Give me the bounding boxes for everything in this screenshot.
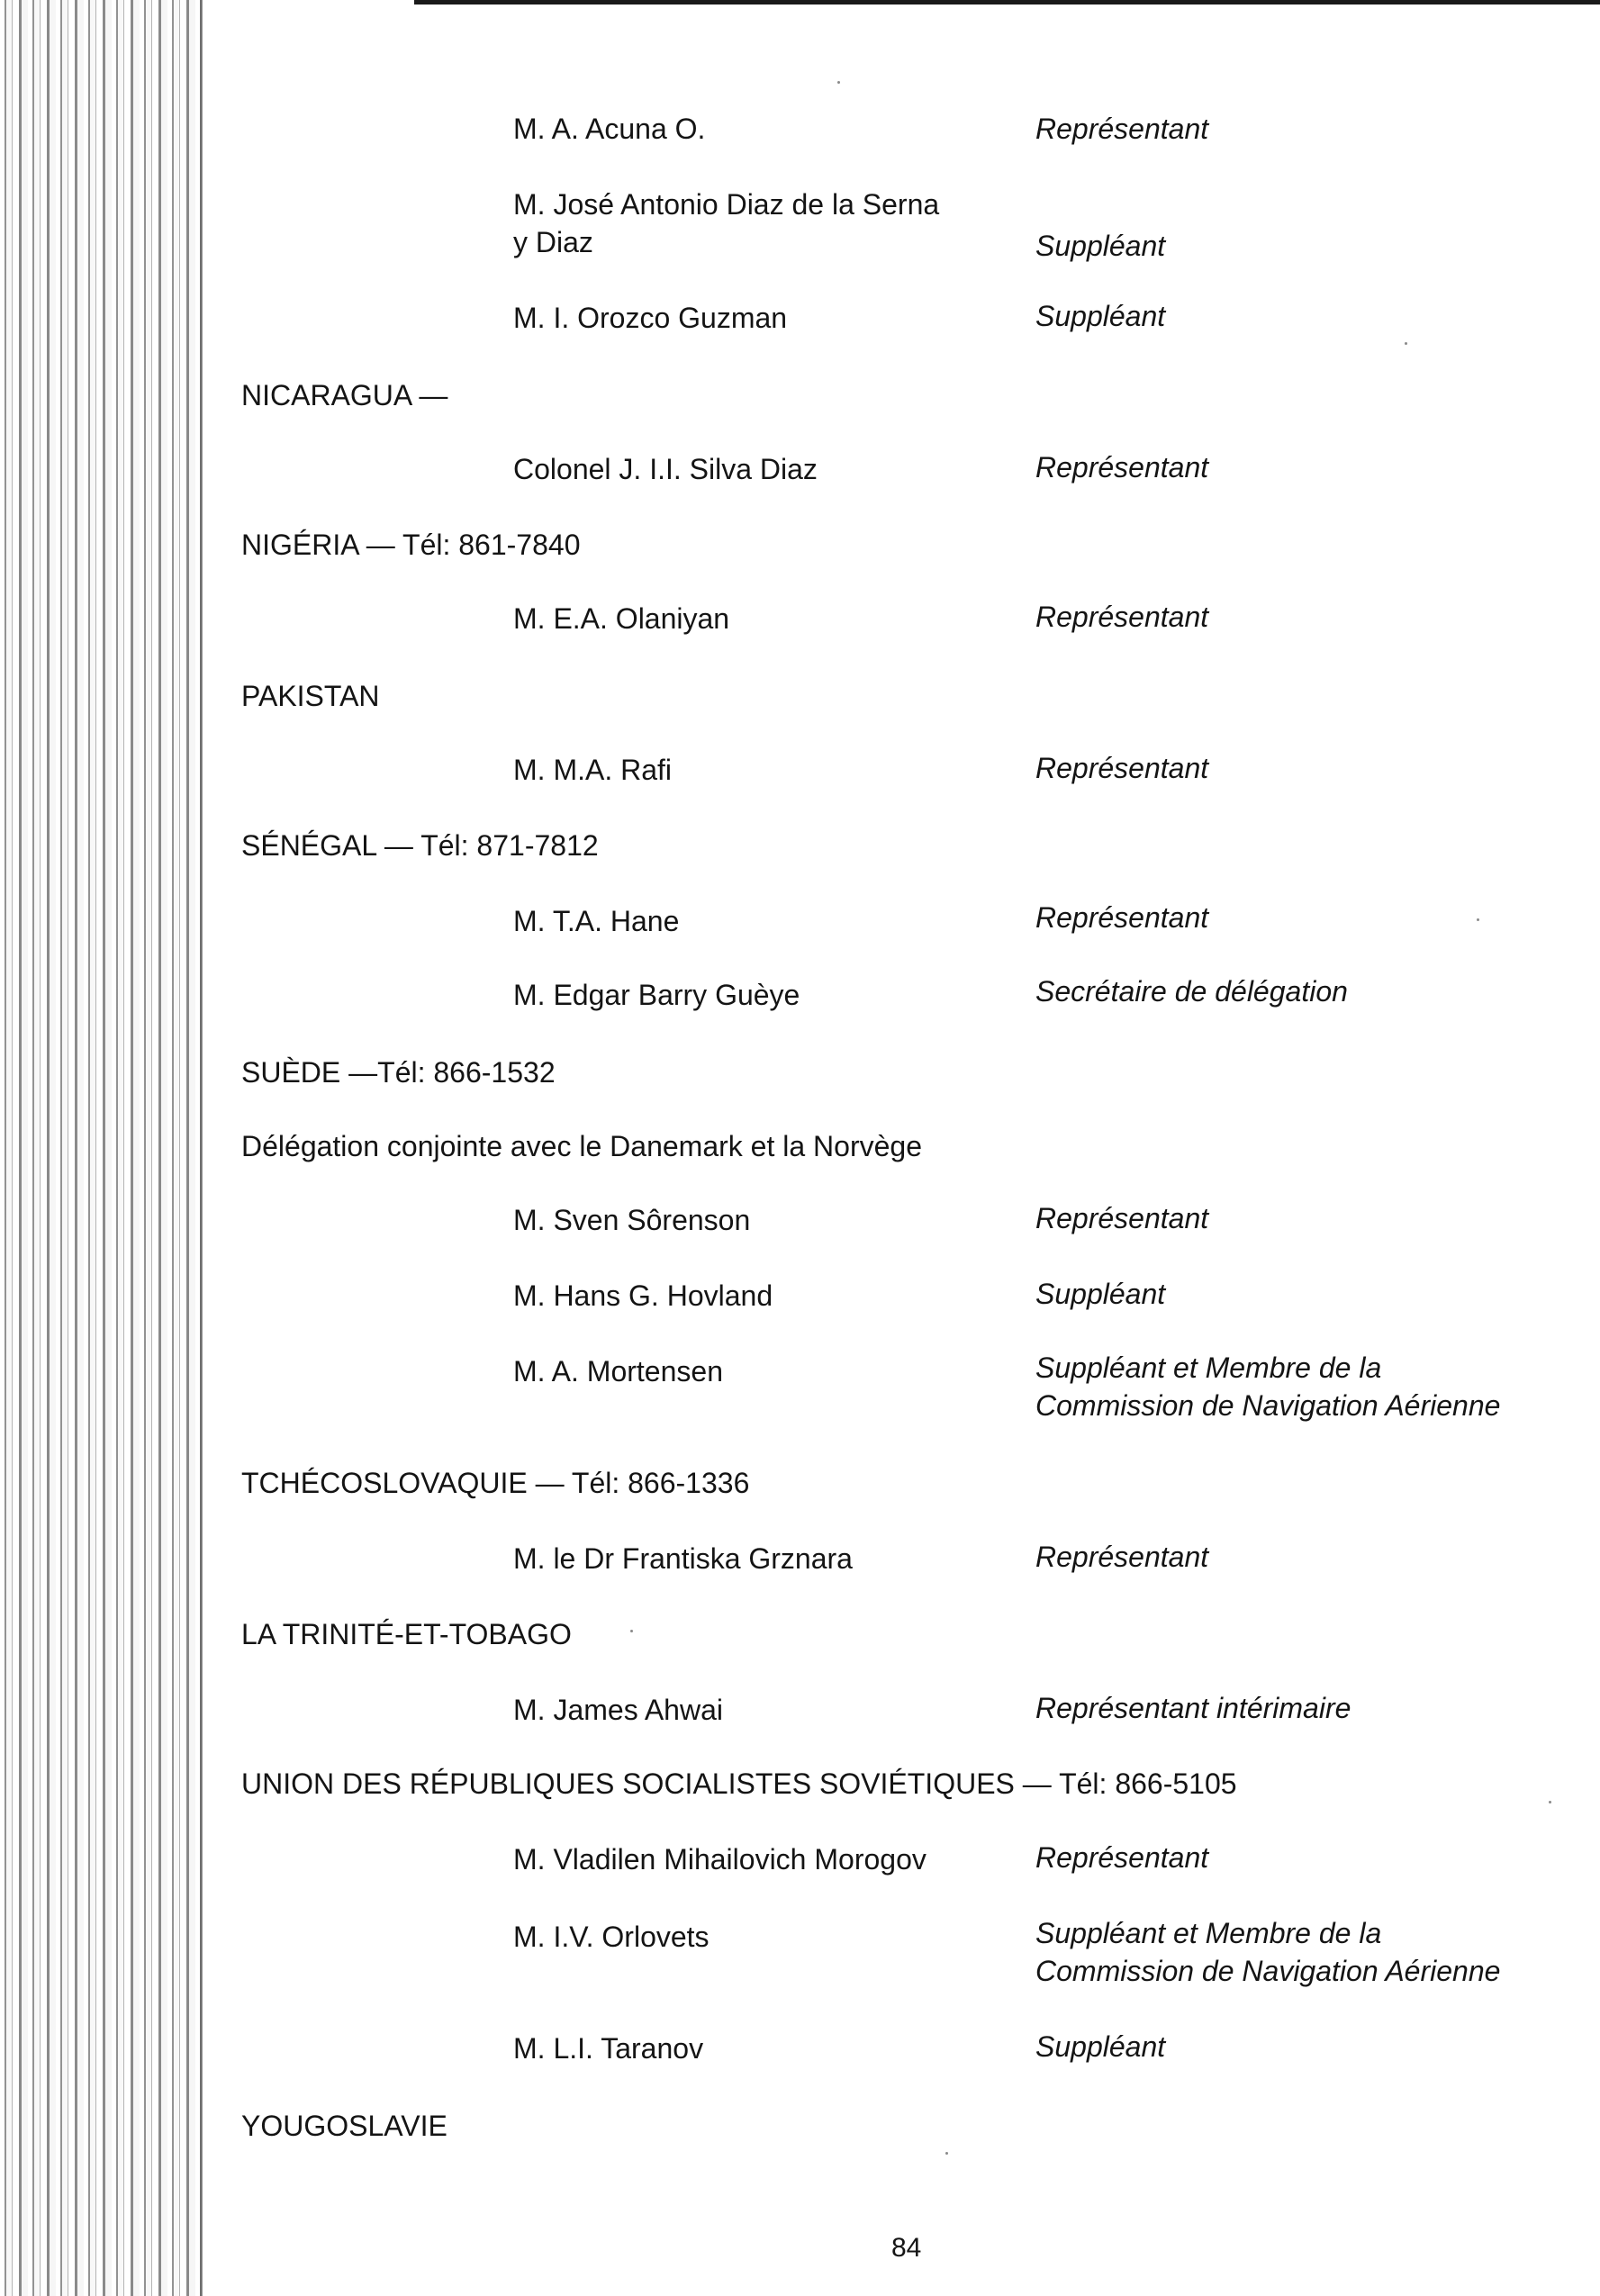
book-binding-edge <box>0 0 203 2296</box>
delegate-role: Représentant intérimaire <box>1035 1692 1351 1724</box>
scan-speck <box>1405 342 1407 345</box>
delegate-name: M. Edgar Barry Guèye <box>513 979 800 1011</box>
page-gutter-line <box>200 0 203 2296</box>
delegate-role: Représentant <box>1035 1841 1209 1874</box>
delegate-role: Représentant <box>1035 451 1209 484</box>
delegate-role: Représentant <box>1035 1541 1209 1573</box>
delegate-name: M. James Ahwai <box>513 1694 723 1726</box>
delegate-name-line-2: y Diaz <box>513 226 593 258</box>
delegate-name: M. A. Acuna O. <box>513 113 706 145</box>
scan-speck <box>837 81 840 84</box>
delegate-name: M. Hans G. Hovland <box>513 1279 773 1312</box>
delegate-name: M. L.I. Taranov <box>513 2032 704 2065</box>
country-heading: PAKISTAN <box>241 680 380 712</box>
delegate-role-line-2: Commission de Navigation Aérienne <box>1035 1955 1501 1987</box>
delegate-role: Secrétaire de délégation <box>1035 975 1348 1008</box>
page-number: 84 <box>891 2233 922 2263</box>
delegate-role-line-1: Suppléant et Membre de la <box>1035 1351 1382 1384</box>
delegate-name: Colonel J. I.I. Silva Diaz <box>513 453 818 485</box>
delegate-role-line-2: Commission de Navigation Aérienne <box>1035 1389 1501 1422</box>
delegate-role: Représentant <box>1035 752 1209 784</box>
delegate-name-line-1: M. José Antonio Diaz de la Serna <box>513 188 940 221</box>
delegate-name: M. I. Orozco Guzman <box>513 302 788 334</box>
delegate-role-line-1: Suppléant et Membre de la <box>1035 1917 1382 1949</box>
page-top-border <box>414 0 1600 5</box>
country-heading: UNION DES RÉPUBLIQUES SOCIALISTES SOVIÉTIQUES — Tél: 866-5105 <box>241 1767 1237 1800</box>
delegate-role: Représentant <box>1035 113 1209 145</box>
delegate-role: Représentant <box>1035 1202 1209 1234</box>
delegate-name: M. Sven Sôrenson <box>513 1204 751 1236</box>
country-heading: SÉNÉGAL — Tél: 871-7812 <box>241 829 599 862</box>
delegate-name: M. I.V. Orlovets <box>513 1921 710 1953</box>
delegate-name: M. Vladilen Mihailovich Morogov <box>513 1843 927 1876</box>
scan-speck <box>1477 918 1479 921</box>
delegate-name: M. E.A. Olaniyan <box>513 602 730 635</box>
delegate-role: Suppléant <box>1035 300 1166 332</box>
delegate-name: M. T.A. Hane <box>513 905 680 937</box>
delegate-name: M. le Dr Frantiska Grznara <box>513 1542 853 1575</box>
country-heading: SUÈDE —Tél: 866-1532 <box>241 1056 556 1089</box>
delegate-role: Suppléant <box>1035 1278 1166 1310</box>
scan-speck <box>945 2152 948 2155</box>
country-heading: TCHÉCOSLOVAQUIE — Tél: 866-1336 <box>241 1467 750 1499</box>
scan-speck <box>1549 1801 1551 1803</box>
delegate-role: Suppléant <box>1035 230 1166 262</box>
delegation-note: Délégation conjointe avec le Danemark et la Norvège <box>241 1130 922 1162</box>
delegate-role: Suppléant <box>1035 2030 1166 2063</box>
country-heading: YOUGOSLAVIE <box>241 2110 447 2142</box>
country-heading: LA TRINITÉ-ET-TOBAGO <box>241 1618 572 1650</box>
country-heading: NIGÉRIA — Tél: 861-7840 <box>241 529 581 561</box>
delegate-role: Représentant <box>1035 601 1209 633</box>
scan-speck <box>630 1630 633 1632</box>
delegate-name: M. M.A. Rafi <box>513 754 673 786</box>
country-heading: NICARAGUA — <box>241 379 448 411</box>
delegate-role: Représentant <box>1035 901 1209 934</box>
delegate-name: M. A. Mortensen <box>513 1355 723 1388</box>
